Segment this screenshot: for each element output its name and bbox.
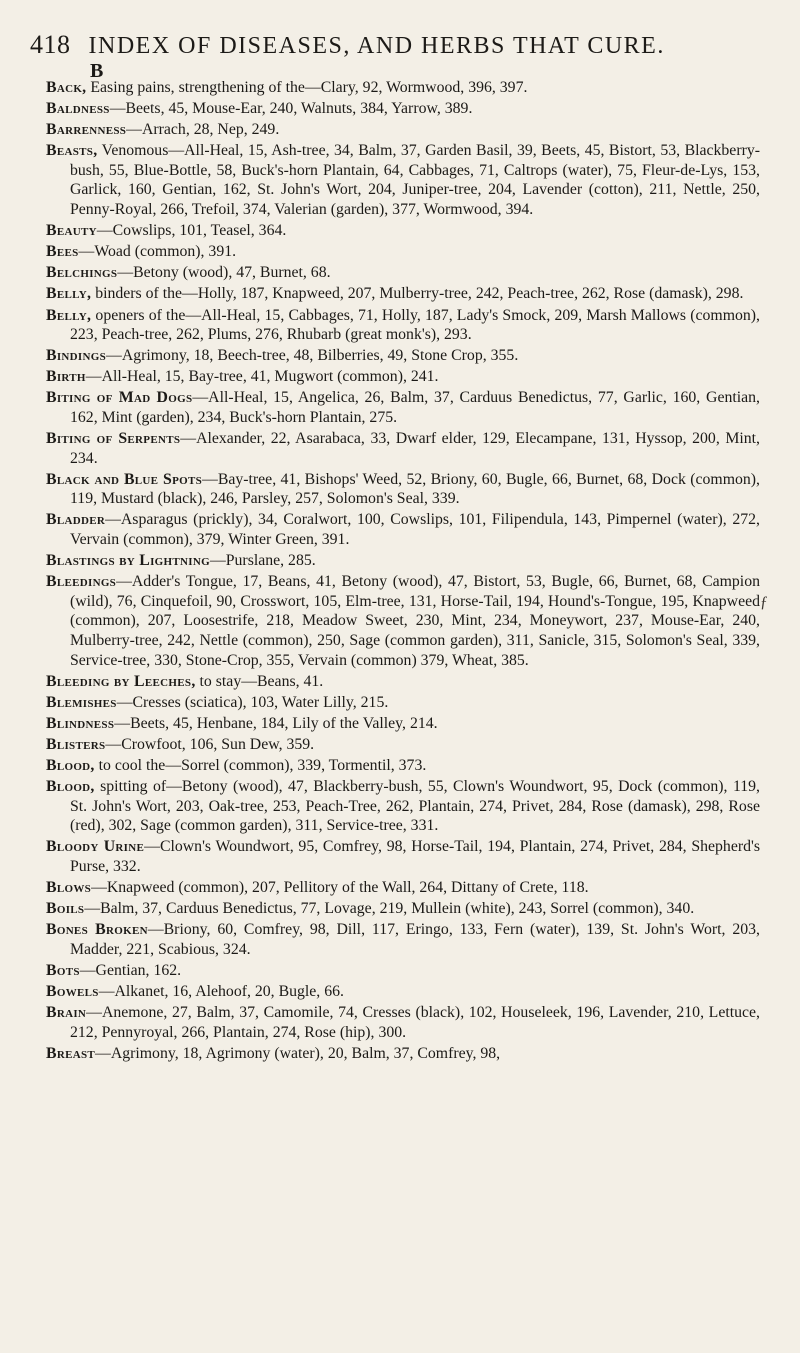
entry-references: Agrimony, 18, Agrimony (water), 20, Balm, 37, Comfrey, 98, bbox=[110, 1044, 501, 1062]
entry-references: All-Heal, 15, Angelica, 26, Balm, 37, Carduus Benedictus, 77, Garlic, 160, Gentian, 162, Mint (garden), 234, Buck's-horn Plantain, 275. bbox=[70, 389, 760, 426]
entry-term: Bees bbox=[46, 243, 79, 261]
entry-term: Biting of Mad Dogs bbox=[46, 389, 193, 407]
entry-term: Bowels bbox=[46, 983, 99, 1001]
entry-separator: — bbox=[78, 243, 95, 261]
entry-separator: — bbox=[105, 511, 121, 529]
entry-separator: — bbox=[202, 470, 218, 488]
entry-term: Blood, bbox=[46, 757, 95, 775]
entry-separator: — bbox=[209, 552, 226, 570]
entry-references: Easing pains, strengthening of the—Clary, 92, Wormwood, 396, 397. bbox=[90, 79, 528, 96]
entry-separator: — bbox=[114, 714, 131, 732]
entry-references: Briony, 60, Comfrey, 98, Dill, 117, Eringo, 133, Fern (water), 139, St. John's Wort, 203, Madder, 221, Scabious, 324. bbox=[70, 921, 760, 958]
entry-references: Bay-tree, 41, Bishops' Weed, 52, Briony, 60, Bugle, 66, Burnet, 68, Dock (common), 119, Mustard (black), 246, Parsley, 257, Solomon's Seal, 339. bbox=[70, 470, 761, 508]
entry-term: Baldness bbox=[46, 100, 110, 118]
entry-references: Crowfoot, 106, Sun Dew, 359. bbox=[121, 736, 315, 753]
index-entry bbox=[46, 572, 760, 670]
entry-references: spitting of—Betony (wood), 47, Blackberry-bush, 55, Clown's Woundwort, 95, Dock (common), 119, St. John's Wort, 203, Oak-tree, 253, Peach-Tree, 262, Plantain, 274, Privet, 284, Rose (damask), 298, Rose (red), 302, Sage (common garden), 311, Service-tree, 331. bbox=[70, 778, 761, 835]
index-entry bbox=[46, 693, 760, 713]
entry-separator: — bbox=[147, 921, 164, 939]
entry-term: Bots bbox=[46, 962, 80, 980]
index-entry bbox=[46, 961, 760, 981]
entry-term: Blastings by Lightning bbox=[46, 552, 210, 570]
index-entry bbox=[46, 346, 760, 366]
entry-term: Bloody Urine bbox=[46, 838, 145, 856]
entry-separator: — bbox=[91, 879, 107, 897]
entry-references: Gentian, 162. bbox=[95, 962, 182, 980]
index-entry bbox=[46, 510, 760, 549]
entry-term: Bleedings bbox=[46, 573, 117, 591]
entry-separator: — bbox=[192, 389, 209, 407]
entry-term: Belly, bbox=[46, 306, 92, 324]
entry-references: Woad (common), 391. bbox=[94, 243, 237, 261]
index-entry bbox=[46, 1044, 760, 1064]
index-entry bbox=[46, 99, 760, 119]
index-entry bbox=[46, 982, 760, 1002]
entry-separator: — bbox=[126, 121, 142, 139]
entry-references: Betony (wood), 47, Burnet, 68. bbox=[133, 264, 331, 282]
entry-term: Blindness bbox=[46, 714, 115, 732]
index-entry bbox=[46, 920, 760, 959]
index-entry bbox=[46, 714, 760, 734]
entry-separator: — bbox=[79, 962, 96, 980]
entry-references: Cresses (sciatica), 103, Water Lilly, 215. bbox=[132, 693, 389, 711]
entry-term: Blows bbox=[46, 879, 92, 897]
entry-separator: — bbox=[109, 100, 126, 118]
index-entry bbox=[46, 141, 760, 219]
entry-term: Beauty bbox=[46, 222, 97, 240]
entry-term: Beasts, bbox=[46, 142, 98, 160]
index-entry bbox=[46, 120, 760, 140]
entry-term: Bones Broken bbox=[46, 921, 148, 939]
entry-references: Anemone, 27, Balm, 37, Camomile, 74, Cresses (black), 102, Houseleek, 196, Lavender, 210, Lettuce, 212, Pennyroyal, 266, Plantain, 274, Rose (hip), 300. bbox=[70, 1004, 760, 1041]
index-entry bbox=[46, 1003, 760, 1042]
entry-references: to cool the—Sorrel (common), 339, Tormentil, 373. bbox=[98, 757, 427, 775]
entry-separator: — bbox=[84, 900, 101, 918]
index-entry bbox=[46, 837, 760, 876]
entry-term: Bladder bbox=[46, 511, 106, 529]
index-entry bbox=[46, 263, 760, 283]
index-entry bbox=[46, 756, 760, 776]
index-entry bbox=[46, 429, 760, 468]
section-letter: B bbox=[90, 60, 104, 82]
entry-separator: — bbox=[85, 368, 102, 386]
entry-separator: — bbox=[116, 573, 132, 591]
index-entry bbox=[46, 78, 760, 98]
entry-references: to stay—Beans, 41. bbox=[199, 672, 324, 690]
entry-term: Black and Blue Spots bbox=[46, 470, 203, 488]
index-entry bbox=[46, 388, 760, 427]
index-entry bbox=[46, 242, 760, 262]
entry-references: Adder's Tongue, 17, Beans, 41, Betony (wood), 47, Bistort, 53, Bugle, 66, Burnet, 68, Campion (wild), 76, Cinquefoil, 90, Crosswort, 105, Elm-tree, 131, Horse-Tail, 194, Hound's-Tongue, 195, Knapweed (common), 207, Loosestrife, 218, Meadow Sweet, 230, Mint, 234, Moneywort, 237, Mouse-Ear, 240, Mulberry-tree, 242, Nettle (common), 250, Sage (common garden), 311, Sanicle, 315, Solomon's Seal, 339, Service-tree, 330, Stone-Crop, 355, Vervain (common) 379, Wheat, 385. bbox=[70, 573, 760, 669]
entry-references: Knapweed (common), 207, Pellitory of the Wall, 264, Dittany of Crete, 118. bbox=[106, 879, 589, 897]
index-entry bbox=[46, 672, 760, 692]
index-entry bbox=[46, 777, 760, 836]
entry-references: Clown's Woundwort, 95, Comfrey, 98, Horse-Tail, 194, Plantain, 274, Privet, 284, Shepherd's Purse, 332. bbox=[70, 838, 760, 876]
entry-term: Birth bbox=[46, 368, 86, 386]
entry-references: Alexander, 22, Asarabaca, 33, Dwarf elder, 129, Elecampane, 131, Hyssop, 200, Mint, 234. bbox=[70, 430, 761, 467]
page-header bbox=[30, 30, 770, 70]
entry-references: Asparagus (prickly), 34, Coralwort, 100, Cowslips, 101, Filipendula, 143, Pimpernel (water), 272, Vervain (common), 379, Winter Green, 391. bbox=[70, 511, 760, 549]
index-entry bbox=[46, 367, 760, 387]
entry-separator: — bbox=[86, 1004, 102, 1022]
entry-term: Boils bbox=[46, 900, 85, 918]
entry-separator: — bbox=[95, 1044, 111, 1062]
entry-references: Venomous—All-Heal, 15, Ash-tree, 34, Balm, 37, Garden Basil, 39, Beets, 45, Bistort, 53, Blackberry-bush, 55, Blue-Bottle, 58, Buck's-horn Plantain, 64, Cabbages, 71, Caltrops (water), 75, Fleur-de-Lys, 153, Garlick, 160, Gentian, 162, St. John's Wort, 204, Juniper-tree, 204, Lavender (cotton), 211, Nettle, 250, Penny-Royal, 266, Trefoil, 374, Valerian (garden), 377, Wormwood, 394. bbox=[70, 142, 761, 219]
entry-term: Blood, bbox=[46, 778, 95, 796]
entry-term: Breast bbox=[46, 1044, 96, 1062]
entry-references: Beets, 45, Henbane, 184, Lily of the Valley, 214. bbox=[130, 714, 438, 732]
index-entries bbox=[46, 78, 760, 1065]
entry-term: Biting of Serpents bbox=[46, 430, 181, 448]
page-number: 418 bbox=[30, 30, 71, 59]
entry-references: openers of the—All-Heal, 15, Cabbages, 71, Holly, 187, Lady's Smock, 209, Marsh Mallows (common), 223, Peach-tree, 262, Plums, 276, Rhubarb (great monk's), 293. bbox=[70, 306, 761, 344]
index-entry bbox=[46, 735, 760, 755]
entry-term: Blisters bbox=[46, 736, 106, 753]
entry-references: Alkanet, 16, Alehoof, 20, Bugle, 66. bbox=[114, 983, 344, 1001]
index-entry bbox=[46, 878, 760, 898]
entry-term: Barrenness bbox=[46, 121, 127, 139]
entry-references: Balm, 37, Carduus Benedictus, 77, Lovage, 219, Mullein (white), 243, Sorrel (common), 340. bbox=[100, 900, 695, 918]
entry-separator: — bbox=[144, 838, 160, 856]
entry-separator: — bbox=[96, 222, 113, 240]
entry-separator: — bbox=[180, 430, 197, 448]
entry-separator: — bbox=[98, 983, 115, 1001]
index-entry bbox=[46, 899, 760, 919]
entry-references: binders of the—Holly, 187, Knapweed, 207, Mulberry-tree, 242, Peach-tree, 262, Rose (damask), 298. bbox=[95, 285, 744, 303]
entry-term: Bindings bbox=[46, 347, 107, 365]
entry-term: Brain bbox=[46, 1004, 87, 1022]
entry-term: Back, bbox=[46, 79, 87, 96]
entry-references: Purslane, 285. bbox=[225, 552, 316, 570]
entry-references: Cowslips, 101, Teasel, 364. bbox=[112, 222, 287, 240]
index-entry bbox=[46, 306, 760, 345]
entry-references: Agrimony, 18, Beech-tree, 48, Bilberries, 49, Stone Crop, 355. bbox=[121, 347, 519, 365]
entry-separator: — bbox=[117, 264, 134, 282]
index-entry bbox=[46, 221, 760, 241]
running-title: INDEX OF DISEASES, AND HERBS THAT CURE. bbox=[88, 33, 665, 59]
entry-term: Belchings bbox=[46, 264, 118, 282]
entry-separator: — bbox=[106, 347, 122, 365]
entry-references: Beets, 45, Mouse-Ear, 240, Walnuts, 384, Yarrow, 389. bbox=[125, 100, 473, 118]
index-entry bbox=[46, 284, 760, 304]
entry-term: Bleeding by Leeches, bbox=[46, 672, 196, 690]
entry-references: All-Heal, 15, Bay-tree, 41, Mugwort (common), 241. bbox=[101, 368, 439, 386]
entry-separator: — bbox=[116, 693, 133, 711]
entry-term: Belly, bbox=[46, 285, 92, 303]
entry-references: Arrach, 28, Nep, 249. bbox=[141, 121, 280, 139]
index-entry bbox=[46, 470, 760, 509]
entry-separator: — bbox=[105, 736, 122, 753]
index-entry bbox=[46, 551, 760, 571]
margin-mark: ƒ bbox=[760, 594, 768, 611]
entry-term: Blemishes bbox=[46, 693, 117, 711]
